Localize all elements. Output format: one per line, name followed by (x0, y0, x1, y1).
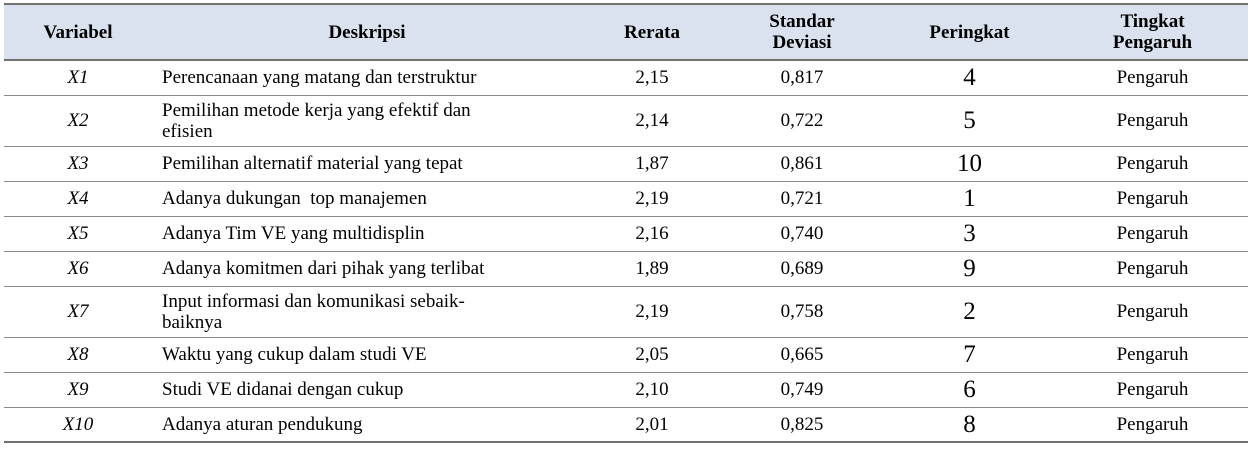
cell-deskripsi-line2: efisien (162, 120, 213, 142)
cell-peringkat: 10 (882, 146, 1057, 181)
cell-rerata: 2,19 (582, 181, 722, 216)
cell-deskripsi (152, 372, 582, 407)
cell-variabel: X5 (4, 216, 152, 251)
table-row (4, 181, 1248, 216)
cell-rerata: 1,87 (582, 146, 722, 181)
cell-standar-deviasi: 0,825 (722, 407, 882, 442)
ranking-table (4, 3, 1248, 443)
header-tingkat-pengaruh-line2: Pengaruh (1112, 32, 1193, 53)
cell-rerata: 2,15 (582, 60, 722, 95)
cell-standar-deviasi: 0,722 (722, 95, 882, 146)
header-standar-deviasi-line1: Standar (769, 11, 835, 32)
cell-deskripsi (152, 337, 582, 372)
cell-rerata: 2,10 (582, 372, 722, 407)
cell-variabel: X2 (4, 95, 152, 146)
cell-variabel: X7 (4, 286, 152, 337)
cell-rerata: 2,01 (582, 407, 722, 442)
table-row (4, 60, 1248, 95)
cell-variabel: X9 (4, 372, 152, 407)
cell-rerata: 2,05 (582, 337, 722, 372)
cell-rerata: 2,19 (582, 286, 722, 337)
cell-rerata: 2,16 (582, 216, 722, 251)
header-rerata: Rerata (582, 4, 722, 60)
header-tingkat-pengaruh (1057, 4, 1248, 60)
cell-deskripsi-line2: baiknya (162, 311, 223, 333)
cell-standar-deviasi: 0,721 (722, 181, 882, 216)
cell-standar-deviasi: 0,861 (722, 146, 882, 181)
cell-peringkat: 7 (882, 337, 1057, 372)
cell-variabel: X1 (4, 60, 152, 95)
header-standar-deviasi (722, 4, 882, 60)
cell-peringkat: 9 (882, 251, 1057, 286)
cell-deskripsi-line1: Adanya Tim VE yang multidisplin (162, 223, 425, 244)
cell-peringkat: 3 (882, 216, 1057, 251)
header-row (4, 4, 1248, 60)
cell-rerata: 2,14 (582, 95, 722, 146)
header-tingkat-pengaruh-line1: Tingkat (1120, 11, 1185, 32)
cell-deskripsi (152, 60, 582, 95)
cell-tingkat: Pengaruh (1057, 60, 1248, 95)
cell-deskripsi (152, 181, 582, 216)
cell-deskripsi-line1: Perencanaan yang matang dan terstruktur (162, 67, 477, 89)
cell-deskripsi (152, 95, 582, 146)
cell-deskripsi-line1: Waktu yang cukup dalam studi VE (162, 344, 427, 365)
cell-tingkat: Pengaruh (1057, 216, 1248, 251)
cell-deskripsi-line1: Pemilihan metode kerja yang efektif dan (162, 99, 471, 121)
header-deskripsi: Deskripsi (152, 4, 582, 60)
cell-deskripsi-line1: Adanya aturan pendukung (162, 413, 363, 435)
header-peringkat: Peringkat (882, 4, 1057, 60)
header-standar-deviasi-line2: Deviasi (772, 32, 832, 53)
cell-deskripsi-line1: Adanya komitmen dari pihak yang terlibat (162, 258, 485, 279)
cell-deskripsi-line1: Pemilihan alternatif material yang tepat (162, 153, 463, 174)
cell-variabel: X4 (4, 181, 152, 216)
table-row (4, 286, 1248, 337)
cell-deskripsi (152, 146, 582, 181)
table-row (4, 146, 1248, 181)
table-row (4, 216, 1248, 251)
cell-variabel: X3 (4, 146, 152, 181)
cell-variabel: X6 (4, 251, 152, 286)
cell-standar-deviasi: 0,749 (722, 372, 882, 407)
cell-tingkat: Pengaruh (1057, 337, 1248, 372)
cell-tingkat: Pengaruh (1057, 146, 1248, 181)
cell-tingkat: Pengaruh (1057, 372, 1248, 407)
cell-peringkat: 2 (882, 286, 1057, 337)
cell-peringkat: 8 (882, 407, 1057, 442)
cell-deskripsi (152, 286, 582, 337)
cell-tingkat: Pengaruh (1057, 181, 1248, 216)
cell-tingkat: Pengaruh (1057, 286, 1248, 337)
cell-standar-deviasi: 0,758 (722, 286, 882, 337)
header-variabel: Variabel (4, 4, 152, 60)
cell-peringkat: 6 (882, 372, 1057, 407)
cell-deskripsi (152, 407, 582, 442)
cell-variabel: X8 (4, 337, 152, 372)
table-row (4, 95, 1248, 146)
table-row (4, 251, 1248, 286)
table-row (4, 337, 1248, 372)
cell-peringkat: 4 (882, 60, 1057, 95)
cell-variabel: X10 (4, 407, 152, 442)
cell-rerata: 1,89 (582, 251, 722, 286)
cell-standar-deviasi: 0,689 (722, 251, 882, 286)
cell-peringkat: 1 (882, 181, 1057, 216)
cell-deskripsi (152, 251, 582, 286)
cell-deskripsi-line1: Input informasi dan komunikasi sebaik- (162, 290, 465, 312)
cell-standar-deviasi: 0,817 (722, 60, 882, 95)
cell-deskripsi-line1: Adanya dukungan top manajemen (162, 188, 427, 209)
table-container (4, 3, 1248, 443)
cell-deskripsi-line1: Studi VE didanai dengan cukup (162, 379, 404, 400)
cell-tingkat: Pengaruh (1057, 95, 1248, 146)
table-row (4, 407, 1248, 442)
cell-deskripsi (152, 216, 582, 251)
table-row (4, 372, 1248, 407)
cell-standar-deviasi: 0,665 (722, 337, 882, 372)
cell-peringkat: 5 (882, 95, 1057, 146)
cell-tingkat: Pengaruh (1057, 251, 1248, 286)
cell-tingkat: Pengaruh (1057, 407, 1248, 442)
cell-standar-deviasi: 0,740 (722, 216, 882, 251)
